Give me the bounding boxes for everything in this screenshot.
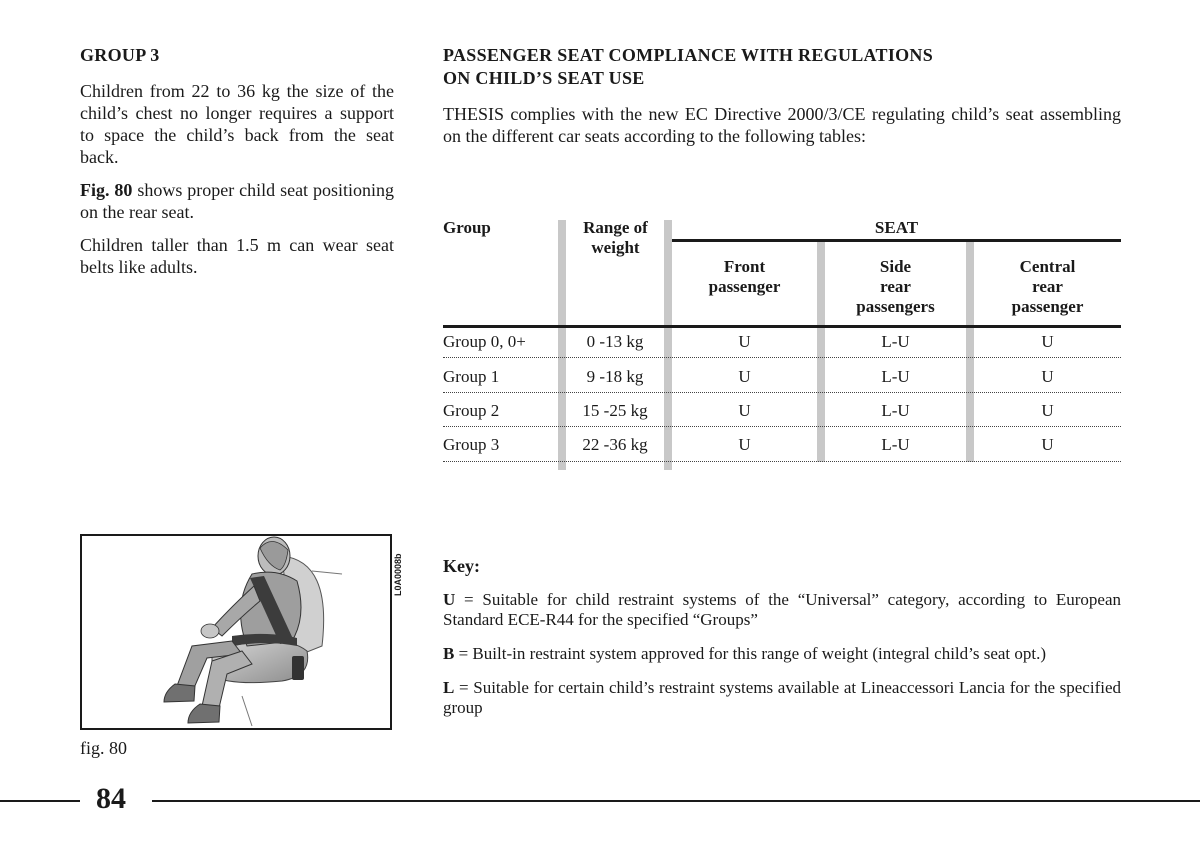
- key-letter: B: [443, 644, 455, 663]
- row-separator: [443, 461, 1121, 462]
- header-text: rear: [1032, 277, 1063, 296]
- figure-code-text: L0A0008b: [393, 553, 403, 596]
- header-text: Front: [723, 257, 766, 276]
- cell-range: 15 -25 kg: [582, 401, 648, 420]
- section-heading-group3: GROUP 3: [80, 45, 160, 65]
- key-letter: U: [443, 590, 456, 609]
- key-item-b: [443, 644, 1121, 664]
- paragraph: [80, 179, 394, 223]
- cell-front: U: [738, 332, 751, 351]
- paragraph: Children from 22 to 36 kg the size of the child’s chest no longer requires a support to space the child’s back from the seat back.: [80, 81, 394, 167]
- header-bottom-rule: [443, 325, 1121, 328]
- figure-caption: fig. 80: [80, 738, 127, 758]
- paragraph: Children taller than 1.5 m can wear seat belts like adults.: [80, 235, 394, 277]
- paragraph-text: shows proper child seat positioning on the rear seat.: [80, 180, 394, 222]
- cell-side: L-U: [881, 401, 910, 420]
- key-text: = Suitable for certain child’s restraint systems available at Lineaccessori Lancia for the specified group: [443, 678, 1121, 717]
- row-separator: [443, 392, 1121, 393]
- cell-front: U: [738, 367, 751, 386]
- row-separator: [443, 357, 1121, 358]
- header-text: Range of: [583, 218, 648, 237]
- left-column: [80, 44, 394, 289]
- header-text: passenger: [708, 277, 781, 296]
- cell-range: 22 -36 kg: [582, 435, 648, 454]
- page-number: 84: [96, 782, 126, 815]
- column-divider: [817, 242, 825, 462]
- header-text: weight: [591, 238, 640, 257]
- cell-group: Group 0, 0+: [443, 332, 526, 351]
- child-seat-table: [443, 212, 1121, 474]
- intro-paragraph: THESIS complies with the new EC Directive 2000/3/CE regulating child’s seat assembling on the different car seats according to the following tables:: [443, 104, 1121, 146]
- figure-code-vertical: [390, 538, 404, 598]
- cell-front: U: [738, 435, 751, 454]
- cell-central: U: [1041, 401, 1054, 420]
- cell-central: U: [1041, 367, 1054, 386]
- cell-range: 0 -13 kg: [586, 332, 644, 351]
- row-separator: [443, 426, 1121, 427]
- column-divider: [966, 242, 974, 462]
- key-list: [443, 590, 1121, 732]
- cell-side: L-U: [881, 435, 910, 454]
- figure-child-seat-illustration: [80, 534, 392, 730]
- cell-group: Group 1: [443, 367, 500, 386]
- heading-line: ON CHILD’S SEAT USE: [443, 68, 645, 88]
- header-range: [568, 218, 663, 258]
- header-front-passenger: [672, 257, 817, 297]
- heading-line: PASSENGER SEAT COMPLIANCE WITH REGULATIONS: [443, 45, 934, 65]
- header-text: passenger: [1011, 297, 1084, 316]
- key-item-u: [443, 590, 1121, 630]
- footer-rule-left: [0, 800, 80, 802]
- cell-group: Group 3: [443, 435, 500, 454]
- header-side-rear: [825, 257, 966, 317]
- cell-side: L-U: [881, 367, 910, 386]
- header-text: rear: [880, 277, 911, 296]
- key-text: = Built-in restraint system approved for this range of weight (integral child’s seat opt.): [454, 644, 1047, 663]
- header-central-rear: [974, 257, 1121, 317]
- cell-group: Group 2: [443, 401, 500, 420]
- column-divider: [558, 220, 566, 470]
- key-letter: L: [443, 678, 455, 697]
- figure-code-label: [390, 538, 404, 598]
- figure-reference: Fig. 80: [80, 180, 133, 200]
- cell-side: L-U: [881, 332, 910, 351]
- header-seat: SEAT: [874, 218, 919, 237]
- cell-central: U: [1041, 332, 1054, 351]
- header-text: Side: [879, 257, 912, 276]
- child-on-booster-illustration: [82, 536, 390, 728]
- key-title: Key:: [443, 556, 480, 576]
- key-item-l: [443, 678, 1121, 718]
- section-heading-compliance: [443, 44, 1123, 90]
- cell-range: 9 -18 kg: [586, 367, 644, 386]
- cell-front: U: [738, 401, 751, 420]
- footer-rule-right: [152, 800, 1200, 802]
- header-group: Group: [443, 218, 491, 237]
- column-divider: [664, 220, 672, 470]
- header-rule: [672, 239, 1121, 242]
- cell-central: U: [1041, 435, 1054, 454]
- header-text: passengers: [856, 297, 935, 316]
- header-text: Central: [1019, 257, 1076, 276]
- key-text: = Suitable for child restraint systems of the “Universal” category, according to European Standard ECE-R44 for the specified “Groups”: [443, 590, 1121, 629]
